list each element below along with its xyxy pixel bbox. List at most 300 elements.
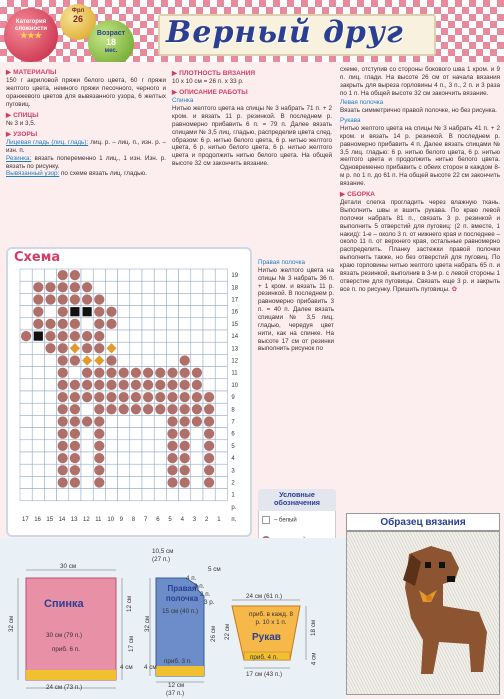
right-front-cont: схеме, отступив со стороны бокового шва 1 кром. и 9 п. лиц. глади. На высоте 26 см от начала вязания закрыть для выреза горловины 4 п., 3 п., 2 п. и 3 раза по 1 п. На общей высоте 32 см закончить вязание.	[340, 66, 500, 97]
legend-title: Условные обозначения	[258, 489, 336, 511]
difficulty-stars: ★★★	[20, 31, 42, 41]
right-26: 26 см	[210, 625, 218, 643]
sand-stitch	[70, 441, 80, 451]
grid-cell	[20, 489, 32, 501]
grid-cell	[191, 428, 203, 440]
col-number: 5	[168, 516, 172, 523]
grid-cell	[118, 354, 130, 366]
sand-stitch	[167, 380, 177, 390]
sand-stitch	[192, 392, 202, 402]
grid-cell	[191, 476, 203, 488]
grid-cell	[142, 306, 154, 318]
right-bottom-width: 12 см	[168, 682, 185, 689]
grid-cell	[179, 306, 191, 318]
grid-cell	[142, 281, 154, 293]
grid-cell	[118, 293, 130, 305]
grid-cell	[81, 440, 93, 452]
right-top-width: 10,5 см	[152, 548, 174, 555]
sand-stitch	[58, 307, 68, 317]
grid-cell	[20, 403, 32, 415]
grid-cell	[142, 440, 154, 452]
grid-cell	[20, 464, 32, 476]
sand-stitch	[94, 477, 104, 487]
sand-stitch	[70, 477, 80, 487]
sand-stitch	[70, 416, 80, 426]
scheme-title: Схема	[14, 250, 61, 265]
sand-stitch	[70, 294, 80, 304]
grid-cell	[130, 428, 142, 440]
grid-cell	[32, 464, 44, 476]
row-number: 17	[231, 297, 239, 304]
sand-stitch	[204, 429, 214, 439]
grid-cell	[191, 342, 203, 354]
row-number: 9	[231, 395, 235, 402]
sand-stitch	[106, 368, 116, 378]
column-materials	[6, 66, 166, 178]
grid-cell	[142, 489, 154, 501]
grid-cell	[179, 489, 191, 501]
grid-cell	[81, 269, 93, 281]
sand-stitch	[58, 465, 68, 475]
right-neck-a: 4 п.	[186, 575, 197, 582]
sand-stitch	[70, 380, 80, 390]
right-neck-b: 3 п.	[194, 583, 205, 590]
grid-cell	[215, 415, 227, 427]
grid-cell	[130, 415, 142, 427]
sand-stitch	[58, 368, 68, 378]
sand-stitch	[58, 343, 68, 353]
sand-stitch	[180, 392, 190, 402]
grid-cell	[81, 489, 93, 501]
age-badge	[88, 20, 134, 66]
sand-stitch	[204, 441, 214, 451]
sand-stitch	[167, 453, 177, 463]
sand-stitch	[143, 392, 153, 402]
grid-cell	[154, 415, 166, 427]
sand-stitch	[82, 380, 92, 390]
grid-cell	[105, 452, 117, 464]
grid-cell	[20, 342, 32, 354]
col-number: 14	[58, 516, 66, 523]
sand-stitch	[192, 416, 202, 426]
grid-cell	[44, 269, 56, 281]
grid-cell	[215, 489, 227, 501]
grid-cell	[130, 281, 142, 293]
grid-cell	[191, 306, 203, 318]
grid-cell	[20, 318, 32, 330]
grid-cell	[154, 476, 166, 488]
grid-cell	[118, 415, 130, 427]
grid-cell	[142, 428, 154, 440]
grid-cell	[154, 489, 166, 501]
back-rib-height: 4 см	[120, 664, 133, 671]
grid-cell	[20, 452, 32, 464]
difficulty-label: Категория сложности	[14, 19, 48, 32]
sand-stitch	[131, 392, 141, 402]
row-number: 3	[231, 468, 235, 475]
grid-cell	[118, 428, 130, 440]
sand-stitch	[94, 294, 104, 304]
sand-stitch	[82, 416, 92, 426]
grid-cell	[118, 476, 130, 488]
sand-stitch	[82, 331, 92, 341]
age-unit: мес.	[104, 47, 118, 54]
grid-cell	[215, 391, 227, 403]
grid-cell	[93, 281, 105, 293]
grid-cell	[215, 293, 227, 305]
sand-stitch	[82, 368, 92, 378]
sand-stitch	[192, 404, 202, 414]
right-front-name: Правая полочка	[165, 584, 199, 603]
black-stitch	[34, 332, 43, 341]
grid-cell	[69, 367, 81, 379]
sand-stitch	[180, 465, 190, 475]
grid-cell	[118, 306, 130, 318]
grid-cell	[154, 293, 166, 305]
sleeve-18: 18 см	[310, 619, 318, 637]
grid-cell	[142, 415, 154, 427]
sand-stitch	[143, 380, 153, 390]
row-number: 7	[231, 419, 235, 426]
col-number: 4	[180, 516, 184, 523]
grid-cell	[130, 440, 142, 452]
sand-stitch	[180, 404, 190, 414]
row-number: 6	[231, 431, 235, 438]
grid-cell	[20, 391, 32, 403]
right-17: 17 см	[128, 635, 136, 653]
sand-stitch	[70, 319, 80, 329]
grid-cell	[203, 269, 215, 281]
issue-label: Фрл	[71, 8, 85, 14]
row-number: 12	[231, 358, 239, 365]
grid-cell	[203, 489, 215, 501]
grid-cell	[179, 281, 191, 293]
pattern-stockinette: Лицевая гладь (лиц. гладь): лиц. р. – лиц. п., изн. р. – изн. п.	[6, 139, 167, 154]
grid-cell	[203, 318, 215, 330]
grid-cell	[105, 476, 117, 488]
grid-cell	[32, 476, 44, 488]
sleeve-text: Нитью желтого цвета на спицы № 3 набрать 41 п. + 2 кром. и вязать 14 р. резинкой. В последнем р. равномерно прибавить 4 п. Далее вязать спицами № 3,5 лиц. гладью: 6 р. нитью белого цвета, 6 р. нитью желтого цвета и продолжить нитью белого цвета. Одновременно прибавить с обеих сторон в каждом 8-м р. по 1 п. до 61 п. На общей высоте 22 см закончить вязание.	[340, 125, 500, 188]
work-heading: ▶ ОПИСАНИЕ РАБОТЫ	[172, 89, 248, 97]
sand-stitch	[167, 477, 177, 487]
row-number: 4	[231, 456, 235, 463]
grid-cell	[32, 428, 44, 440]
sand-stitch	[204, 465, 214, 475]
pattern-motif: Вывязанный узор: по схеме вязать лиц. гладью.	[6, 170, 147, 178]
left-front-heading: Левая полочка	[340, 99, 384, 107]
sand-stitch	[106, 404, 116, 414]
sand-stitch	[106, 319, 116, 329]
grid-cell	[191, 440, 203, 452]
row-number: 5	[231, 443, 235, 450]
grid-cell	[105, 269, 117, 281]
sand-stitch	[58, 441, 68, 451]
sand-stitch	[119, 368, 129, 378]
grid-cell	[191, 293, 203, 305]
sand-stitch	[58, 380, 68, 390]
sand-stitch	[94, 331, 104, 341]
grid-cell	[130, 476, 142, 488]
grid-cell	[142, 464, 154, 476]
sand-stitch	[167, 441, 177, 451]
sleeve-increases: приб. в кажд. 8 р. 10 х 1 п.	[249, 611, 293, 626]
grid-cell	[215, 342, 227, 354]
back-shape	[26, 578, 116, 680]
sand-stitch	[94, 319, 104, 329]
grid-cell	[215, 476, 227, 488]
grid-cell	[154, 354, 166, 366]
grid-cell	[32, 269, 44, 281]
grid-cell	[179, 318, 191, 330]
sand-stitch	[33, 319, 43, 329]
grid-cell	[81, 428, 93, 440]
col-number: 17	[22, 516, 29, 523]
sand-stitch	[155, 380, 165, 390]
needles-text: № 3 и 3,5.	[6, 119, 36, 127]
grid-cell	[166, 342, 178, 354]
legend-white: – белый	[262, 516, 297, 525]
grid-cell	[142, 318, 154, 330]
grid-cell	[179, 330, 191, 342]
knit-sample-image	[346, 531, 500, 695]
sand-stitch	[58, 270, 68, 280]
sand-stitch	[82, 294, 92, 304]
sand-stitch	[119, 380, 129, 390]
grid-cell	[166, 306, 178, 318]
grid-cell	[215, 452, 227, 464]
sample-title: Образец вязания	[346, 513, 500, 531]
sand-stitch	[180, 429, 190, 439]
grid-cell	[215, 379, 227, 391]
grid-cell	[118, 452, 130, 464]
grid-cell	[142, 476, 154, 488]
sand-stitch	[82, 282, 92, 292]
grid-cell	[215, 269, 227, 281]
grid-cell	[154, 440, 166, 452]
row-unit: р.	[231, 504, 237, 511]
back-height: 32 см	[8, 615, 16, 633]
sand-stitch	[58, 453, 68, 463]
patterns-heading: ▶ УЗОРЫ	[6, 130, 38, 138]
sand-stitch	[106, 307, 116, 317]
sand-stitch	[106, 380, 116, 390]
sand-stitch	[45, 343, 55, 353]
grid-cell	[203, 281, 215, 293]
sand-stitch	[167, 368, 177, 378]
grid-cell	[215, 428, 227, 440]
grid-cell	[203, 306, 215, 318]
sand-stitch	[45, 331, 55, 341]
col-number: 12	[83, 516, 90, 523]
grid-cell	[154, 306, 166, 318]
sleeve-heading: Рукава	[340, 117, 361, 125]
grid-cell	[105, 293, 117, 305]
grid-cell	[142, 330, 154, 342]
grid-cell	[44, 476, 56, 488]
grid-cell	[20, 306, 32, 318]
row-number: 10	[231, 382, 239, 389]
sleeve-rib-inc: приб. 4 п.	[250, 654, 278, 661]
column-assembly	[340, 66, 500, 293]
sand-stitch	[45, 319, 55, 329]
row-number: 18	[231, 285, 239, 292]
grid-cell	[179, 342, 191, 354]
sand-stitch	[94, 453, 104, 463]
grid-cell	[154, 342, 166, 354]
grid-cell	[93, 489, 105, 501]
sand-stitch	[131, 368, 141, 378]
row-number: 8	[231, 407, 235, 414]
sand-stitch	[94, 307, 104, 317]
back-heading: Спинка	[172, 97, 194, 105]
grid-cell	[154, 281, 166, 293]
sand-stitch	[155, 404, 165, 414]
col-unit: п.	[231, 516, 237, 523]
back-name: Спинка	[44, 598, 84, 610]
grid-cell	[130, 452, 142, 464]
column-work	[172, 70, 332, 168]
sand-stitch	[94, 465, 104, 475]
grid-cell	[32, 342, 44, 354]
grid-cell	[203, 354, 215, 366]
col-number: 8	[131, 516, 136, 523]
grid-cell	[20, 440, 32, 452]
grid-cell	[191, 489, 203, 501]
col-number: 15	[46, 516, 54, 523]
row-number: 15	[231, 321, 239, 328]
sand-stitch	[58, 416, 68, 426]
sand-stitch	[82, 343, 92, 353]
col-number: 9	[119, 516, 123, 523]
row-number: 1	[231, 492, 235, 499]
pattern-rib: Резинка: вязать попеременно 1 лиц., 1 изн. Изн. р. вязать по рисунку.	[6, 154, 166, 170]
sand-stitch	[167, 392, 177, 402]
col-number: 13	[70, 516, 78, 523]
grid-cell	[20, 354, 32, 366]
sand-stitch	[204, 392, 214, 402]
grid-cell	[179, 293, 191, 305]
assembly-heading: ▶ СБОРКА	[340, 190, 375, 198]
sleeve-height: 22 см	[224, 623, 232, 641]
sand-stitch	[58, 392, 68, 402]
grid-cell	[130, 293, 142, 305]
grid-cell	[166, 281, 178, 293]
row-number: 13	[231, 346, 239, 353]
sand-stitch	[45, 282, 55, 292]
sand-stitch	[167, 416, 177, 426]
sand-stitch	[94, 392, 104, 402]
right-12: 12 см	[126, 595, 134, 613]
grid-cell	[154, 269, 166, 281]
sand-stitch	[204, 453, 214, 463]
grid-cell	[215, 330, 227, 342]
left-front-text: Вязать симметрично правой полочке, но без рисунка.	[340, 107, 497, 115]
grid-cell	[215, 367, 227, 379]
row-number: 11	[231, 370, 238, 377]
black-stitch	[70, 307, 79, 316]
grid-cell	[118, 330, 130, 342]
col-number: 1	[217, 516, 221, 523]
sand-stitch	[70, 392, 80, 402]
sand-stitch	[70, 465, 80, 475]
grid-cell	[105, 428, 117, 440]
grid-cell	[166, 330, 178, 342]
page-title: Верный друг	[166, 15, 404, 50]
grid-cell	[215, 464, 227, 476]
col-number: 7	[144, 516, 148, 523]
back-stitches: 30 см (79 п.)	[46, 632, 83, 639]
grid-cell	[118, 318, 130, 330]
grid-cell	[191, 354, 203, 366]
sand-stitch	[180, 453, 190, 463]
sand-stitch	[155, 392, 165, 402]
scheme-grid	[6, 247, 252, 537]
sand-stitch	[119, 404, 129, 414]
grid-cell	[215, 403, 227, 415]
grid-cell	[166, 293, 178, 305]
grid-cell	[215, 281, 227, 293]
materials-text: 150 г акриловой пряжи белого цвета, 60 г пряжи желтого цвета, немного пряжи песочного, черного и оранжевого цветов для вывязанного узора, 6 желтых пуговиц.	[6, 77, 166, 108]
col-number: 2	[205, 516, 209, 523]
grid-cell	[20, 415, 32, 427]
sand-stitch	[58, 282, 68, 292]
right-neck-c: 2 п.	[200, 591, 211, 598]
right-rib-inc: приб. 3 п.	[164, 658, 192, 665]
grid-cell	[20, 379, 32, 391]
sleeve-rib-height: 4 см	[310, 652, 318, 666]
sand-stitch	[167, 429, 177, 439]
sand-stitch	[143, 368, 153, 378]
grid-cell	[215, 306, 227, 318]
sand-stitch	[70, 282, 80, 292]
right-bottom-stitches: (37 п.)	[166, 690, 185, 697]
grid-cell	[154, 318, 166, 330]
materials-heading: ▶ МАТЕРИАЛЫ	[6, 69, 57, 76]
grid-cell	[118, 464, 130, 476]
right-side-5: 5 см	[208, 566, 221, 573]
grid-cell	[130, 269, 142, 281]
grid-cell	[93, 269, 105, 281]
needles-heading: ▶ СПИЦЫ	[6, 111, 39, 119]
grid-cell	[118, 342, 130, 354]
grid-cell	[130, 342, 142, 354]
white-swatch	[262, 516, 270, 524]
grid-cell	[130, 354, 142, 366]
sand-stitch	[94, 368, 104, 378]
grid-cell	[154, 330, 166, 342]
sand-stitch	[94, 429, 104, 439]
grid-cell	[20, 476, 32, 488]
right-32: 32 см	[144, 615, 152, 633]
sand-stitch	[70, 404, 80, 414]
back-rib-inc: приб. 6 п.	[52, 646, 80, 653]
grid-cell	[20, 428, 32, 440]
grid-cell	[154, 428, 166, 440]
grid-cell	[32, 452, 44, 464]
grid-cell	[105, 330, 117, 342]
sand-stitch	[155, 368, 165, 378]
grid-cell	[32, 403, 44, 415]
age-label: Возраст	[96, 30, 126, 37]
grid-cell	[81, 318, 93, 330]
grid-cell	[105, 415, 117, 427]
grid-cell	[44, 403, 56, 415]
grid-cell	[32, 379, 44, 391]
sand-stitch	[204, 416, 214, 426]
sand-stitch	[58, 429, 68, 439]
sand-stitch	[33, 307, 43, 317]
grid-cell	[130, 464, 142, 476]
